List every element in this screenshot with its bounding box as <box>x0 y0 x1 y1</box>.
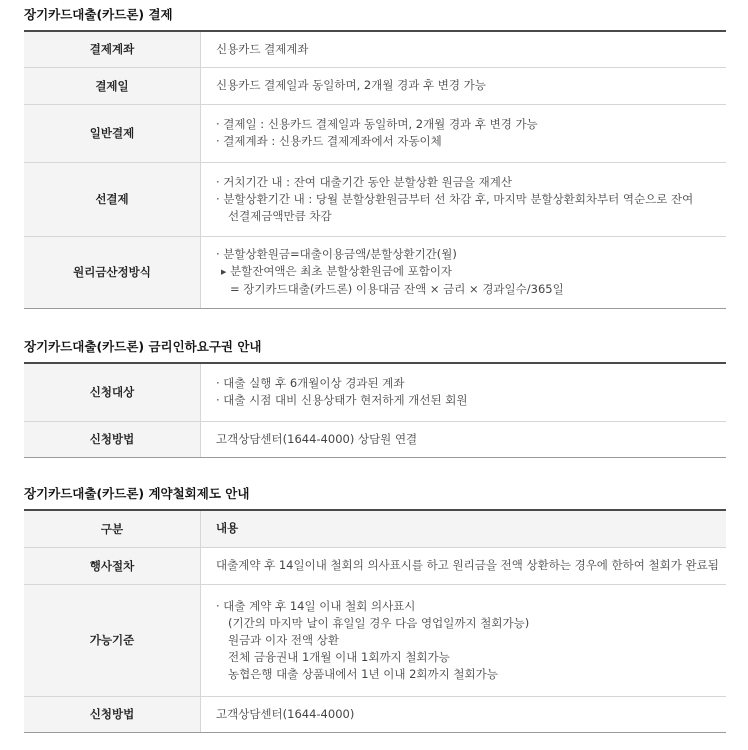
row-label: 원리금산정방식 <box>24 236 201 308</box>
row-value: 고객상담센터(1644-4000) 상담원 연결 <box>201 421 727 457</box>
sub-list-item <box>216 263 726 281</box>
section-rate-cut-request <box>24 338 726 446</box>
row-value <box>201 236 727 308</box>
list-item: · 분할상환원금=대출이용금액/분할상환기간(월) <box>216 247 457 261</box>
list-item: · 분할상환기간 내 : 당월 분할상환원금부터 선 차감 후, 마지막 분할상환회차부터 역순으로 잔여 선결제금액만큼 차감 <box>216 191 694 223</box>
row-label: 신청방법 <box>24 421 201 457</box>
row-label: 행사절차 <box>24 547 201 584</box>
table-row <box>24 547 726 584</box>
row-value <box>201 584 727 696</box>
column-header: 내용 <box>201 510 727 547</box>
row-value <box>201 162 727 236</box>
section-title: 장기카드대출(카드론) 금리인하요구권 안내 <box>24 339 262 354</box>
table-row <box>24 162 726 236</box>
row-label: 일반결제 <box>24 104 201 162</box>
row-value <box>201 363 727 421</box>
section-title: 장기카드대출(카드론) 결제 <box>24 7 173 22</box>
list-item: · 대출 계약 후 14일 이내 철회 의사표시 <box>216 598 416 613</box>
list-item-continuation: (기간의 마지막 날이 휴일일 경우 다음 영업일까지 철회가능) <box>228 615 530 630</box>
row-value: 대출계약 후 14일이내 철회의 의사표시를 하고 원리금을 전액 상환하는 경우에 한하여 철회가 완료됨 <box>201 547 727 584</box>
list-item-continuation: 원금과 이자 전액 상환 <box>228 632 339 647</box>
triangle-right-icon: ▶ <box>221 268 227 276</box>
row-label: 신청방법 <box>24 696 201 732</box>
formula-line: = 장기카드대출(카드론) 이용대금 잔액 × 금리 × 경과일수/365일 <box>230 282 564 296</box>
column-header: 구분 <box>24 510 201 547</box>
table-row <box>24 31 726 67</box>
row-value <box>201 104 727 162</box>
table-row <box>24 421 726 457</box>
row-label: 결제일 <box>24 67 201 104</box>
withdrawal-table <box>24 509 726 733</box>
list-item: · 대출 시점 대비 신용상태가 현저하게 개선된 회원 <box>216 393 468 408</box>
table-row <box>24 67 726 104</box>
list-item-continuation: 농협은행 대출 상품내에서 1년 이내 2회까지 철회가능 <box>228 666 498 681</box>
table-header-row <box>24 510 726 547</box>
list-item: · 결제일 : 신용카드 결제일과 동일하며, 2개월 경과 후 변경 가능 <box>216 117 538 131</box>
row-value: 고객상담센터(1644-4000) <box>201 696 727 732</box>
list-item: · 대출 실행 후 6개월이상 경과된 계좌 <box>216 376 405 391</box>
row-label: 가능기준 <box>24 584 201 696</box>
list-item: · 결제계좌 : 신용카드 결제계좌에서 자동이체 <box>216 134 442 148</box>
list-item: · 거치기간 내 : 잔여 대출기간 동안 분할상환 원금을 재계산 <box>216 174 512 189</box>
table-row <box>24 696 726 732</box>
row-label: 결제계좌 <box>24 31 201 67</box>
list-item-continuation: 전체 금융권내 1개월 이내 1회까지 철회가능 <box>228 649 450 664</box>
table-row <box>24 363 726 421</box>
section-settlement <box>24 6 726 296</box>
table-row <box>24 584 726 696</box>
table-row <box>24 236 726 308</box>
row-value: 신용카드 결제계좌 <box>201 31 727 67</box>
sub-list-item-text: 분할잔여액은 최초 분할상환원금에 포함이자 <box>230 264 453 278</box>
row-label: 신청대상 <box>24 363 201 421</box>
table-row <box>24 104 726 162</box>
row-label: 선결제 <box>24 162 201 236</box>
section-withdrawal <box>24 485 726 721</box>
settlement-table <box>24 30 726 309</box>
row-value: 신용카드 결제일과 동일하며, 2개월 경과 후 변경 가능 <box>201 67 727 104</box>
rate-cut-table <box>24 362 726 458</box>
section-title: 장기카드대출(카드론) 계약철회제도 안내 <box>24 486 250 501</box>
